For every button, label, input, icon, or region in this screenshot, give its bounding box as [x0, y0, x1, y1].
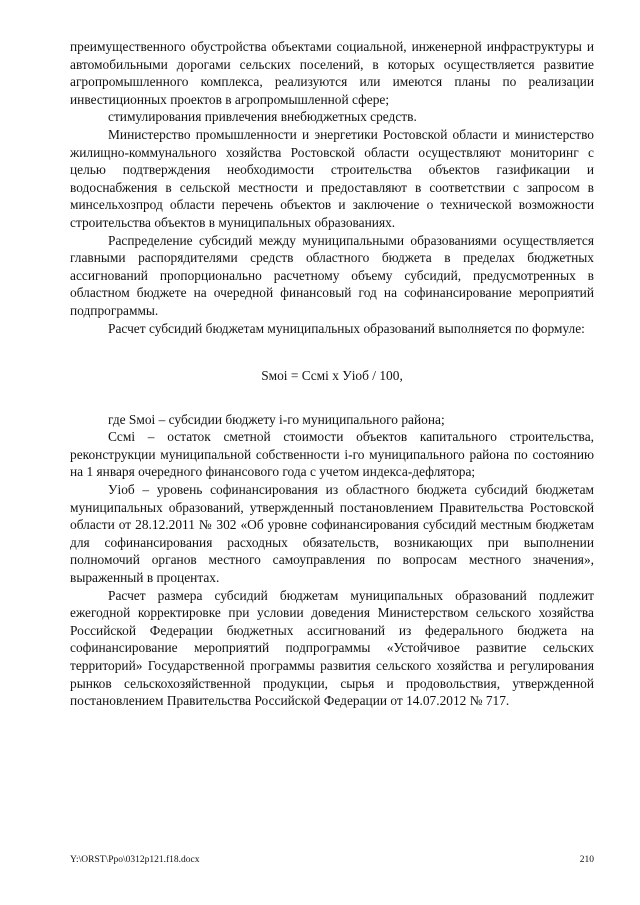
paragraph: Расчет размера субсидий бюджетам муниципальных образований подлежит ежегодной корректировке при условии доведения Министерством сельского хозяйства Российской Федерации бюджетных ассигнований из федерального бюджета на софинансирование мероприятий подпрограммы «Устойчивое развитие сельских территорий» Государственной программы развития сельского хозяйства и регулирования рынков сельскохозяйственной продукции, сырья и продовольствия, утвержденной постановлением Правительства Российской Федерации от 14.07.2012 № 717. — [70, 587, 594, 709]
page-number: 210 — [579, 855, 594, 865]
document-body — [70, 38, 594, 710]
paragraph: Ccмi – остаток сметной стоимости объектов капитального строительства, реконструкции муниципальной собственности i-го муниципального района по состоянию на 1 января очередного финансового года с учетом индекса-дефлятора; — [70, 429, 594, 480]
paragraph: Расчет субсидий бюджетам муниципальных образований выполняется по формуле: — [108, 320, 585, 336]
paragraph-continuation: преимущественного обустройства объектами социальной, инженерной инфраструктуры и автомобильными дорогами сельских поселений, в которых осуществляется развитие агропромышленного комплекса, реализуются или имеются планы по реализации инвестиционных проектов в агропромышленной сфере; — [70, 39, 594, 107]
paragraph: где Sмоi – субсидии бюджету i-го муниципального района; — [108, 411, 445, 427]
formula: Sмоi = Ccмi x Уiоб / 100, — [261, 368, 403, 384]
paragraph: стимулирования привлечения внебюджетных средств. — [108, 109, 417, 125]
paragraph: Распределение субсидий между муниципальными образованиями осуществляется главными распорядителями средств областного бюджета в пределах бюджетных ассигнований пропорционально расчетному объему субсидий, предусмотренных в областном бюджете на очередной финансовый год на софинансирование мероприятий подпрограммы. — [70, 232, 594, 318]
file-path: Y:\ORST\Ppo\0312p121.f18.docx — [70, 855, 200, 865]
paragraph: Уiоб – уровень софинансирования из областного бюджета субсидий бюджетам муниципальных образований, утвержденный постановлением Правительства Ростовской области от 28.12.2011 № 302 «Об уровне софинансирования субсидий местным бюджетам для софинансирования расходных обязательств, возникающих при выполнении полномочий органов местного самоуправления по вопросам местного значения», выраженный в процентах. — [70, 482, 594, 586]
paragraph: Министерство промышленности и энергетики Ростовской области и министерство жилищно-коммунального хозяйства Ростовской области осуществляют мониторинг с целью подтверждения необходимости строительства объектов газификации и водоснабжения в сельской местности и предоставляют в соответствии с запросом в минсельхозпрод области перечень объектов и заключение о технической возможности строительства объектов в муниципальных образованиях. — [70, 126, 594, 230]
